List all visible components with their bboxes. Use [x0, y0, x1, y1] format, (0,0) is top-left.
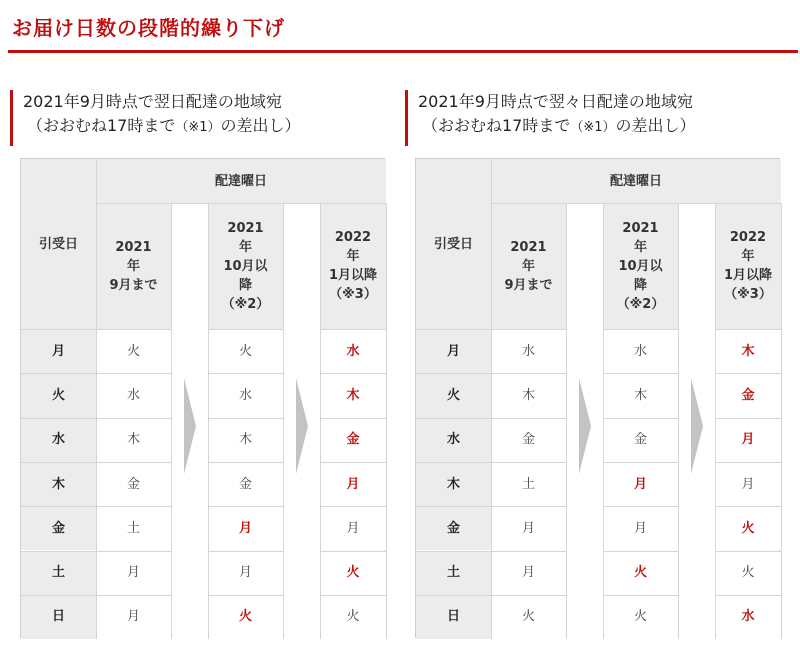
grid-line: [491, 203, 781, 204]
cell-r7-c2-text: 火: [238, 609, 252, 625]
cell-r4-c3: [715, 462, 781, 506]
grid-line: [320, 462, 386, 463]
grid-line: [208, 418, 283, 419]
cell-r1-c3: [715, 329, 781, 373]
heading-note: （※1）: [570, 120, 616, 135]
cell-r3-c1: [96, 418, 171, 462]
grid-line: [96, 203, 97, 639]
cell-r3-c2: [208, 418, 283, 462]
col-header-1: [491, 203, 566, 329]
cell-r6-c3: [715, 551, 781, 595]
cell-r1-c2-text: 水: [633, 343, 647, 359]
row-day-1-text: 月: [51, 343, 65, 359]
grid-line: [603, 329, 678, 330]
heading-line1: 2021年9月時点で翌々日配達の地域宛: [418, 92, 693, 111]
cell-r1-c3-text: 水: [346, 343, 360, 359]
grid-line: [603, 551, 678, 552]
row-day-1: [21, 329, 96, 373]
cell-r4-c3-text: 月: [741, 476, 755, 492]
row-day-5-text: 金: [446, 520, 460, 536]
cell-r5-c1-text: 土: [126, 520, 140, 536]
col-header-1: [96, 203, 171, 329]
grid-line: [603, 595, 678, 596]
col-header-1-text: 2021 年 9月まで: [504, 239, 553, 293]
grid-line: [208, 506, 283, 507]
grid-line: [320, 506, 386, 507]
grid-line: [715, 462, 781, 463]
grid-line: [21, 506, 96, 507]
grid-line: [96, 373, 171, 374]
cell-r1-c1: [491, 329, 566, 373]
cell-r3-c1-text: 金: [521, 432, 535, 448]
cell-r7-c1-text: 火: [521, 609, 535, 625]
cell-r1-c2: [603, 329, 678, 373]
chevron-right-icon: [691, 378, 703, 474]
grid-line: [208, 203, 209, 639]
col-header-2: [603, 203, 678, 329]
row-day-2-text: 火: [446, 387, 460, 403]
cell-r4-c2-text: 金: [238, 476, 252, 492]
col-header-3-text: 2022 年 1月以降 （※3）: [328, 230, 378, 302]
cell-r3-c3: [715, 418, 781, 462]
cell-r3-c2-text: 金: [633, 432, 647, 448]
cell-r5-c3-text: 月: [346, 520, 360, 536]
grid-line: [603, 418, 678, 419]
grid-line: [21, 418, 96, 419]
cell-r4-c2-text: 月: [633, 476, 647, 492]
grid-line: [416, 418, 491, 419]
cell-r2-c3: [715, 373, 781, 417]
grid-line: [21, 551, 96, 552]
grid-line: [603, 203, 604, 639]
cell-r2-c1: [491, 373, 566, 417]
grid-line: [320, 203, 321, 639]
grid-line: [715, 203, 716, 639]
cell-r5-c2-text: 月: [633, 520, 647, 536]
chevron-right-icon: [184, 378, 196, 474]
grid-line: [491, 506, 566, 507]
cell-r1-c1-text: 火: [126, 343, 140, 359]
cell-r1-c1-text: 水: [521, 343, 535, 359]
chevron-right-icon: [296, 378, 308, 474]
grid-line: [603, 373, 678, 374]
grid-line: [208, 551, 283, 552]
arrow-column-2: [678, 203, 715, 639]
grid-line: [208, 373, 283, 374]
grid-line: [96, 595, 171, 596]
row-header-label: [416, 159, 491, 329]
grid-line: [491, 373, 566, 374]
arrow-column-1: [171, 203, 208, 639]
cell-r2-c2: [208, 373, 283, 417]
cell-r3-c1-text: 木: [126, 432, 140, 448]
row-day-3: [416, 418, 491, 462]
grid-line: [416, 373, 491, 374]
cell-r2-c1: [96, 373, 171, 417]
grid-line: [715, 506, 781, 507]
grid-line: [781, 203, 782, 639]
cell-r5-c1: [491, 506, 566, 550]
row-day-2: [416, 373, 491, 417]
grid-line: [96, 418, 171, 419]
panel-heading: [10, 90, 385, 148]
row-day-4-text: 木: [446, 476, 460, 492]
grid-line: [491, 418, 566, 419]
cell-r2-c1-text: 木: [521, 387, 535, 403]
cell-r1-c3-text: 木: [741, 343, 755, 359]
chevron-right-icon: [579, 378, 591, 474]
row-day-6-text: 土: [446, 565, 460, 581]
cell-r3-c3: [320, 418, 386, 462]
cell-r7-c1: [491, 595, 566, 639]
cell-r4-c1: [491, 462, 566, 506]
cell-r5-c3: [320, 506, 386, 550]
col-header-3: [715, 203, 781, 329]
grid-line: [416, 551, 491, 552]
grid-line: [416, 329, 491, 330]
grid-line: [491, 551, 566, 552]
row-day-1: [416, 329, 491, 373]
cell-r4-c2: [603, 462, 678, 506]
cell-r7-c1: [96, 595, 171, 639]
cell-r2-c2-text: 木: [633, 387, 647, 403]
cell-r4-c1-text: 金: [126, 476, 140, 492]
row-day-2: [21, 373, 96, 417]
cell-r7-c1-text: 月: [126, 609, 140, 625]
cell-r2-c3: [320, 373, 386, 417]
cell-r6-c1-text: 月: [126, 565, 140, 581]
grid-line: [283, 203, 284, 639]
cell-r5-c1: [96, 506, 171, 550]
heading-line2-post: の差出し）: [220, 116, 301, 135]
row-day-6: [21, 551, 96, 595]
row-day-7: [21, 595, 96, 639]
cell-r1-c3: [320, 329, 386, 373]
col-header-3-text: 2022 年 1月以降 （※3）: [723, 230, 773, 302]
row-header-label: [21, 159, 96, 329]
row-day-1-text: 月: [446, 343, 460, 359]
cell-r1-c2-text: 火: [238, 343, 252, 359]
cell-r3-c2-text: 木: [238, 432, 252, 448]
grid-line: [21, 373, 96, 374]
arrow-column-2: [283, 203, 320, 639]
row-day-6: [416, 551, 491, 595]
grid-line: [21, 595, 96, 596]
panel-heading: [405, 90, 780, 148]
cell-r1-c2: [208, 329, 283, 373]
cell-r2-c3-text: 金: [741, 387, 755, 403]
cell-r6-c2: [603, 551, 678, 595]
grid-line: [320, 551, 386, 552]
grid-line: [491, 329, 566, 330]
cell-r7-c3: [715, 595, 781, 639]
row-day-7-text: 日: [51, 609, 65, 625]
cell-r5-c3: [715, 506, 781, 550]
grid-line: [96, 462, 171, 463]
heading-line2-pre: （おおむね17時まで: [422, 116, 571, 135]
row-day-3: [21, 418, 96, 462]
cell-r6-c2-text: 火: [633, 565, 647, 581]
cell-r6-c1-text: 月: [521, 565, 535, 581]
grid-line: [416, 462, 491, 463]
grid-line: [171, 203, 172, 639]
grid-line: [491, 462, 566, 463]
cell-r7-c2: [603, 595, 678, 639]
cell-r5-c2-text: 月: [238, 520, 252, 536]
row-day-5: [21, 506, 96, 550]
grid-line: [715, 418, 781, 419]
grid-line: [715, 329, 781, 330]
row-day-2-text: 火: [51, 387, 65, 403]
group-header-text: 配達曜日: [609, 173, 662, 189]
cell-r1-c1: [96, 329, 171, 373]
grid-line: [603, 506, 678, 507]
cell-r3-c2: [603, 418, 678, 462]
grid-line: [96, 329, 171, 330]
cell-r6-c3: [320, 551, 386, 595]
grid-line: [320, 418, 386, 419]
cell-r7-c3-text: 水: [741, 609, 755, 625]
cell-r4-c3-text: 月: [346, 476, 360, 492]
grid-line: [715, 373, 781, 374]
cell-r2-c2: [603, 373, 678, 417]
grid-line: [566, 203, 567, 639]
panel-next-day: [10, 90, 385, 625]
col-header-2-text: 2021 年 10月以 降 （※2）: [616, 220, 665, 312]
delivery-table: [20, 158, 385, 638]
heading-line2: [23, 114, 385, 140]
cell-r3-c3-text: 金: [346, 432, 360, 448]
grid-line: [320, 595, 386, 596]
cell-r6-c2-text: 月: [238, 565, 252, 581]
grid-line: [491, 595, 566, 596]
heading-line2: [418, 114, 780, 140]
grid-line: [715, 595, 781, 596]
grid-line: [96, 506, 171, 507]
group-header: [491, 159, 781, 203]
cell-r5-c1-text: 月: [521, 520, 535, 536]
cell-r5-c3-text: 火: [741, 520, 755, 536]
grid-line: [21, 462, 96, 463]
delivery-table: [415, 158, 780, 638]
cell-r4-c3: [320, 462, 386, 506]
cell-r3-c1: [491, 418, 566, 462]
grid-line: [208, 595, 283, 596]
cell-r7-c3-text: 火: [346, 609, 360, 625]
grid-line: [491, 203, 492, 639]
heading-line1: 2021年9月時点で翌日配達の地域宛: [23, 92, 282, 111]
grid-line: [21, 329, 96, 330]
cell-r6-c2: [208, 551, 283, 595]
row-day-7-text: 日: [446, 609, 460, 625]
cell-r3-c3-text: 月: [741, 432, 755, 448]
cell-r6-c1: [491, 551, 566, 595]
group-header: [96, 159, 386, 203]
row-day-3-text: 水: [446, 432, 460, 448]
col-header-2: [208, 203, 283, 329]
grid-line: [208, 329, 283, 330]
panel-day-after-next: [405, 90, 780, 625]
cell-r4-c2: [208, 462, 283, 506]
row-day-4: [416, 462, 491, 506]
heading-line2-post: の差出し）: [615, 116, 696, 135]
cell-r5-c2: [603, 506, 678, 550]
row-day-5: [416, 506, 491, 550]
heading-note: （※1）: [175, 120, 221, 135]
cell-r4-c1-text: 土: [521, 476, 535, 492]
grid-line: [386, 203, 387, 639]
row-day-5-text: 金: [51, 520, 65, 536]
row-header-label-text: 引受日: [38, 236, 78, 252]
grid-line: [678, 203, 679, 639]
cell-r6-c3-text: 火: [741, 565, 755, 581]
grid-line: [320, 329, 386, 330]
heading-line2-pre: （おおむね17時まで: [27, 116, 176, 135]
grid-line: [96, 551, 171, 552]
col-header-2-text: 2021 年 10月以 降 （※2）: [221, 220, 270, 312]
row-day-4: [21, 462, 96, 506]
col-header-3: [320, 203, 386, 329]
cell-r6-c1: [96, 551, 171, 595]
row-header-label-text: 引受日: [433, 236, 473, 252]
cell-r2-c1-text: 水: [126, 387, 140, 403]
row-day-6-text: 土: [51, 565, 65, 581]
grid-line: [96, 203, 386, 204]
grid-line: [320, 373, 386, 374]
grid-line: [208, 462, 283, 463]
heading-accent-bar: [10, 90, 13, 146]
grid-line: [603, 462, 678, 463]
arrow-column-1: [566, 203, 603, 639]
cell-r4-c1: [96, 462, 171, 506]
row-day-3-text: 水: [51, 432, 65, 448]
row-day-4-text: 木: [51, 476, 65, 492]
cell-r7-c2: [208, 595, 283, 639]
cell-r2-c2-text: 水: [238, 387, 252, 403]
col-header-1-text: 2021 年 9月まで: [109, 239, 158, 293]
title-rule: [8, 50, 798, 53]
heading-accent-bar: [405, 90, 408, 146]
grid-line: [416, 595, 491, 596]
cell-r5-c2: [208, 506, 283, 550]
group-header-text: 配達曜日: [214, 173, 267, 189]
grid-line: [715, 551, 781, 552]
row-day-7: [416, 595, 491, 639]
cell-r7-c2-text: 火: [633, 609, 647, 625]
cell-r6-c3-text: 火: [346, 565, 360, 581]
cell-r7-c3: [320, 595, 386, 639]
page-title: お届け日数の段階的繰り下げ: [12, 16, 285, 40]
cell-r2-c3-text: 木: [346, 387, 360, 403]
grid-line: [416, 506, 491, 507]
